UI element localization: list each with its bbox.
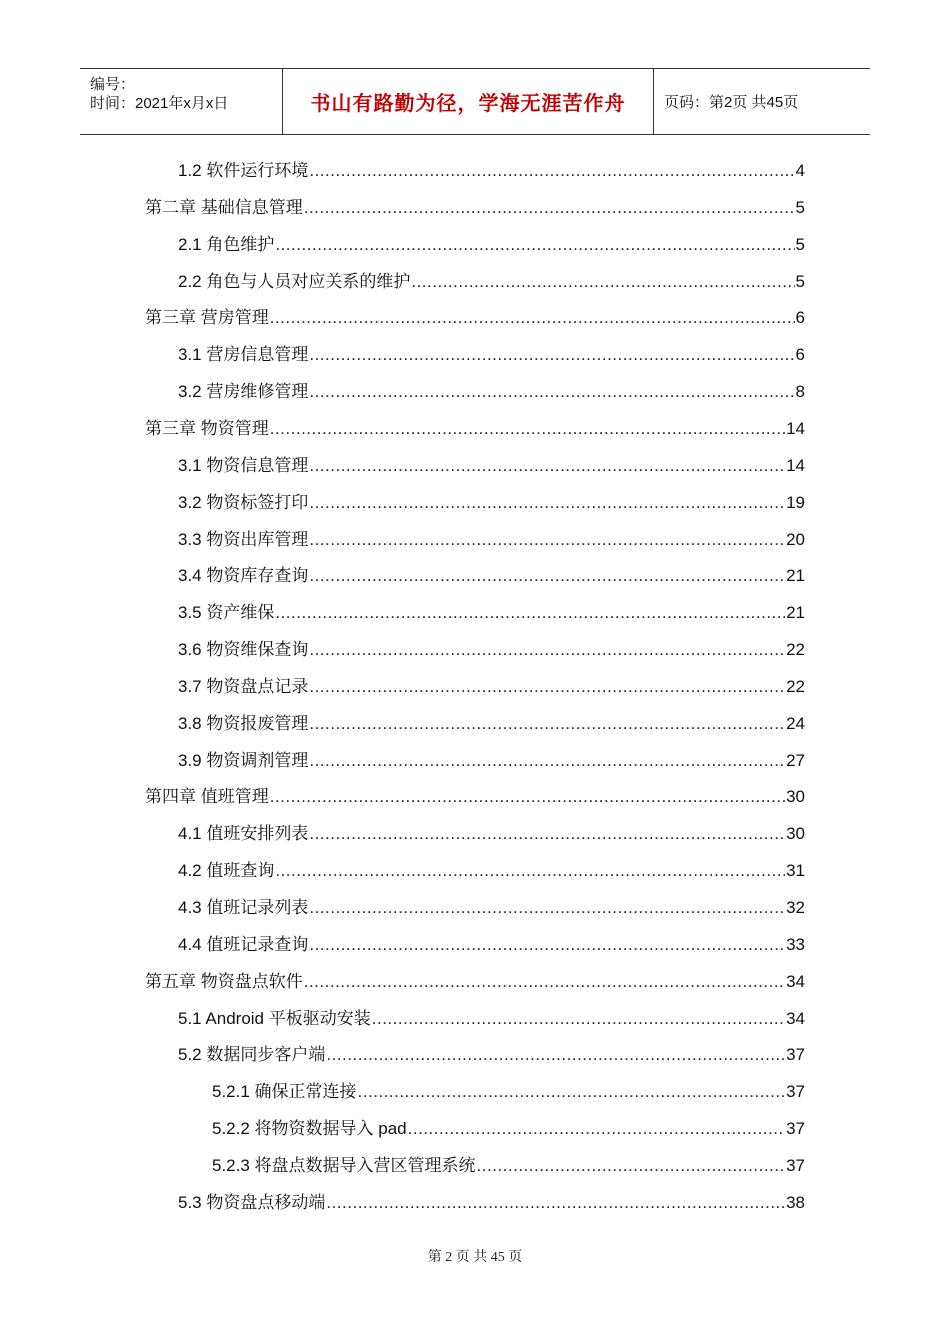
- toc-entry-page-number: 21: [786, 603, 805, 623]
- toc-entry-page-number: 5: [795, 234, 805, 254]
- toc-dot-leader: [309, 454, 785, 478]
- toc-entry-page-number: 31: [786, 861, 805, 881]
- toc-entry-page-number: 30: [786, 787, 805, 807]
- toc-dot-leader: [309, 159, 794, 183]
- toc-dot-leader: [309, 822, 785, 846]
- toc-entry-label: 第五章 物资盘点软件: [145, 971, 303, 991]
- toc-entry-label: 4.4 值班记录查询: [178, 934, 309, 954]
- toc-dot-leader: [309, 564, 785, 588]
- toc-entry[interactable]: [212, 1117, 805, 1141]
- toc-entry-page-number: 37: [786, 1155, 805, 1175]
- toc-dot-leader: [309, 491, 785, 515]
- toc-entry-label: 3.2 营房维修管理: [178, 382, 309, 402]
- toc-entry-page-number: 6: [795, 345, 805, 365]
- header-motto-cell: [282, 69, 654, 134]
- toc-entry-label: 3.7 物资盘点记录: [178, 676, 309, 696]
- toc-entry-label: 5.3 物资盘点移动端: [178, 1192, 326, 1212]
- toc-entry[interactable]: [178, 1007, 805, 1031]
- toc-entry-page-number: 22: [786, 640, 805, 660]
- toc-dot-leader: [477, 1154, 786, 1178]
- toc-entry[interactable]: [178, 159, 805, 183]
- toc-entry-page-number: 30: [786, 824, 805, 844]
- header-time-label: 时间：2021年x月x日: [90, 95, 229, 112]
- toc-entry[interactable]: [178, 896, 805, 920]
- toc-entry-page-number: 21: [786, 566, 805, 586]
- toc-entry[interactable]: [145, 306, 805, 330]
- toc-entry[interactable]: [178, 454, 805, 478]
- toc-entry[interactable]: [178, 491, 805, 515]
- toc-entry-label: 5.2 数据同步客户端: [178, 1045, 326, 1065]
- toc-dot-leader: [372, 1007, 785, 1031]
- toc-entry-page-number: 6: [795, 308, 805, 328]
- toc-entry-label: 3.1 营房信息管理: [178, 345, 309, 365]
- header-page-code: 页码：第2页 共45页: [664, 94, 799, 111]
- toc-dot-leader: [309, 749, 785, 773]
- toc-entry[interactable]: [178, 601, 805, 625]
- toc-entry-page-number: 4: [795, 161, 805, 180]
- toc-entry[interactable]: [178, 270, 805, 294]
- toc-entry-page-number: 14: [786, 418, 805, 438]
- toc-dot-leader: [309, 380, 794, 404]
- toc-entry-label: 第四章 值班管理: [145, 787, 269, 807]
- toc-dot-leader: [408, 1117, 785, 1141]
- header-motto: 书山有路勤为径，学海无涯苦作舟: [310, 93, 626, 115]
- toc-dot-leader: [411, 270, 794, 294]
- toc-entry[interactable]: [178, 380, 805, 404]
- toc-dot-leader: [309, 675, 785, 699]
- toc-entry-page-number: 38: [786, 1192, 805, 1212]
- toc-entry[interactable]: [178, 233, 805, 257]
- toc-entry-label: 第三章 物资管理: [145, 418, 269, 438]
- toc-entry-page-number: 5: [795, 271, 805, 291]
- toc-entry-label: 3.4 物资库存查询: [178, 566, 309, 586]
- toc-entry[interactable]: [178, 528, 805, 552]
- toc-entry[interactable]: [178, 712, 805, 736]
- toc-entry[interactable]: [178, 1191, 805, 1215]
- toc-entry-page-number: 37: [786, 1045, 805, 1065]
- toc-entry-label: 4.2 值班查询: [178, 861, 275, 881]
- toc-entry-label: 3.8 物资报废管理: [178, 713, 309, 733]
- toc-entry-page-number: 8: [795, 382, 805, 402]
- toc-entry[interactable]: [178, 638, 805, 662]
- toc-entry-label: 4.3 值班记录列表: [178, 898, 309, 917]
- toc-dot-leader: [358, 1080, 786, 1104]
- toc-entry-page-number: 37: [786, 1082, 805, 1102]
- toc-dot-leader: [270, 417, 785, 441]
- toc-entry-label: 5.1 Android 平板驱动安装: [178, 1008, 371, 1028]
- toc-entry[interactable]: [178, 564, 805, 588]
- toc-entry-page-number: 34: [786, 971, 805, 991]
- toc-entry-label: 5.2.3 将盘点数据导入营区管理系统: [212, 1155, 476, 1175]
- toc-entry[interactable]: [178, 675, 805, 699]
- toc-dot-leader: [275, 233, 794, 257]
- toc-entry-label: 第二章 基础信息管理: [145, 197, 303, 217]
- toc-entry-page-number: 20: [786, 529, 805, 549]
- toc-entry-page-number: 14: [786, 455, 805, 475]
- toc-entry-page-number: 33: [786, 934, 805, 954]
- toc-dot-leader: [270, 306, 795, 330]
- toc-entry[interactable]: [178, 343, 805, 367]
- toc-dot-leader: [304, 196, 795, 220]
- toc-entry-label: 2.2 角色与人员对应关系的维护: [178, 271, 411, 291]
- header-number-label: 编号：: [90, 76, 136, 93]
- toc-entry-label: 5.2.1 确保正常连接: [212, 1082, 357, 1102]
- toc-dot-leader: [304, 970, 785, 994]
- toc-entry-page-number: 34: [786, 1008, 805, 1028]
- toc-entry-page-number: 19: [786, 492, 805, 512]
- header-page-cell: [654, 69, 870, 134]
- toc-entry-page-number: 5: [795, 197, 805, 217]
- toc-entry-page-number: 24: [786, 713, 805, 733]
- toc-dot-leader: [326, 1043, 785, 1067]
- page-header: [80, 68, 870, 135]
- toc-entry-page-number: 32: [786, 898, 805, 917]
- toc-dot-leader: [275, 859, 785, 883]
- toc-entry[interactable]: [178, 859, 805, 883]
- page-footer: 第 2 页 共 45 页: [427, 1250, 523, 1265]
- toc-entry[interactable]: [178, 1043, 805, 1067]
- toc-dot-leader: [326, 1191, 785, 1215]
- toc-entry-label: 1.2 软件运行环境: [178, 161, 309, 180]
- toc-entry-label: 3.6 物资维保查询: [178, 640, 309, 660]
- toc-entry-label: 2.1 角色维护: [178, 234, 275, 254]
- toc-entry-page-number: 27: [786, 750, 805, 770]
- header-left-cell: [80, 69, 282, 134]
- toc-entry[interactable]: [212, 1154, 805, 1178]
- toc-entry-label: 3.2 物资标签打印: [178, 492, 309, 512]
- toc-entry[interactable]: [178, 749, 805, 773]
- toc-entry-page-number: 22: [786, 676, 805, 696]
- toc-dot-leader: [309, 528, 785, 552]
- toc-entry[interactable]: [145, 196, 805, 220]
- toc-entry-label: 第三章 营房管理: [145, 308, 269, 328]
- toc-entry[interactable]: [212, 1080, 805, 1104]
- toc-entry[interactable]: [145, 417, 805, 441]
- toc-dot-leader: [309, 343, 794, 367]
- toc-entry[interactable]: [145, 970, 805, 994]
- toc-dot-leader: [309, 896, 785, 920]
- toc-entry-label: 3.5 资产维保: [178, 603, 275, 623]
- toc-entry-page-number: 37: [786, 1119, 805, 1139]
- toc-dot-leader: [309, 933, 785, 957]
- toc-entry-label: 3.3 物资出库管理: [178, 529, 309, 549]
- toc-entry-label: 5.2.2 将物资数据导入 pad: [212, 1119, 407, 1139]
- toc-entry-label: 4.1 值班安排列表: [178, 824, 309, 844]
- toc-dot-leader: [309, 712, 785, 736]
- toc-dot-leader: [275, 601, 785, 625]
- toc-entry[interactable]: [145, 785, 805, 809]
- toc-dot-leader: [309, 638, 785, 662]
- toc-entry[interactable]: [178, 822, 805, 846]
- toc-dot-leader: [270, 785, 785, 809]
- toc-entry-label: 3.9 物资调剂管理: [178, 750, 309, 770]
- toc-entry[interactable]: [178, 933, 805, 957]
- toc-entry-label: 3.1 物资信息管理: [178, 455, 309, 475]
